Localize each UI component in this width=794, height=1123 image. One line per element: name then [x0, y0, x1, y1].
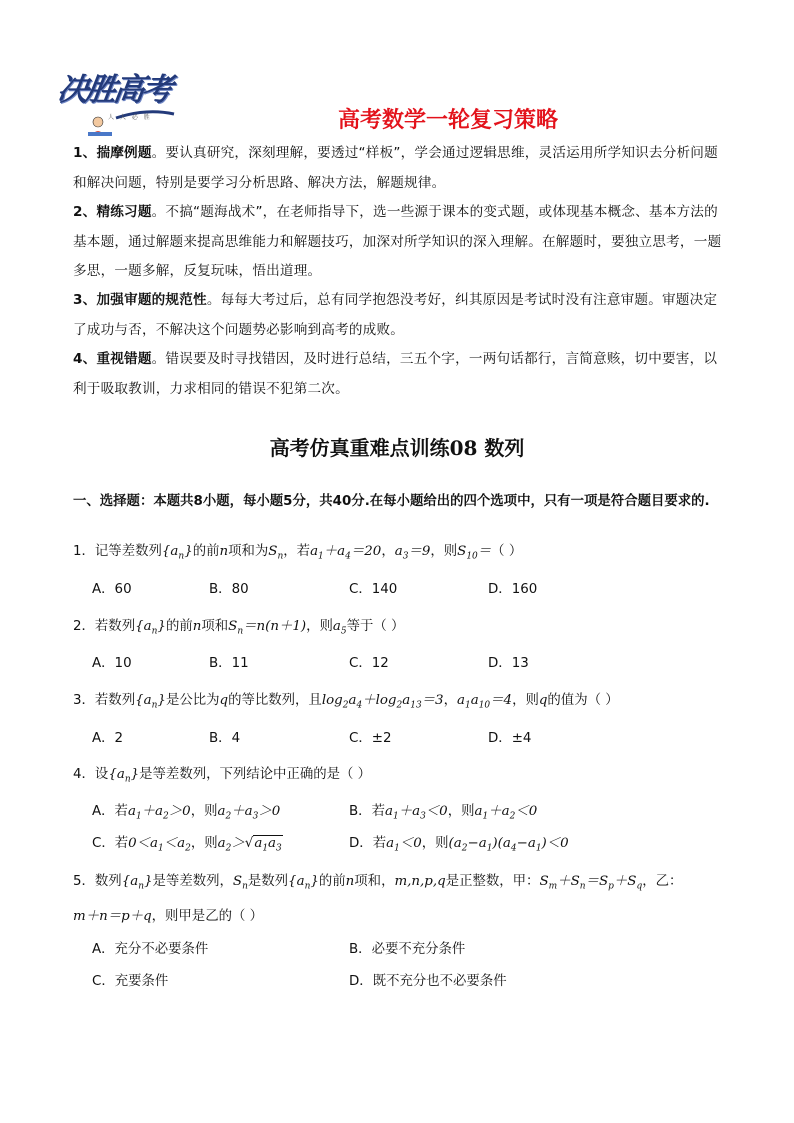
- q2-option-c[interactable]: C．12: [349, 656, 389, 671]
- question-5-line-2: m＋n＝p＋q，则甲是乙的（ ）: [73, 909, 264, 924]
- q5-option-b[interactable]: B．必要不充分条件: [349, 942, 466, 957]
- q5-option-a[interactable]: A．充分不必要条件: [92, 942, 209, 957]
- q1-option-c[interactable]: C．140: [349, 582, 398, 597]
- logo-tagline: 人 人 必 胜: [108, 114, 152, 121]
- q3-option-b[interactable]: B．4: [209, 731, 241, 746]
- q2-option-b[interactable]: B．11: [209, 656, 249, 671]
- section-title: 高考仿真重难点训练08 数列: [269, 436, 525, 460]
- logo-text: 决胜高考: [54, 72, 173, 108]
- strategy-item-3: 3、加强审题的规范性。每每大考过后，总有同学抱怨没考好，纠其原因是考试时没有注意审题。审题决定了成功与否，不解决这个问题势必影响到高考的成败。: [73, 292, 718, 338]
- strategy-item-1: 1、揣摩例题。要认真研究，深刻理解，要透过“样板”，学会通过逻辑思维，灵活运用所学知识去分析问题和解决问题，特别是要学习分析思路、解决方法，解题规律。: [73, 145, 718, 191]
- question-4: 4．设$\{a_n\}$是等差数列，下列结论中正确的是（ ）: [73, 767, 372, 785]
- q1-option-a[interactable]: A．60: [92, 582, 132, 597]
- q1-option-d[interactable]: D．160: [488, 582, 538, 597]
- q4-option-c[interactable]: C．若$0<a_1<a_2$，则$a_2>√a_1a_3$: [92, 836, 282, 854]
- q5-option-d[interactable]: D．既不充分也不必要条件: [349, 974, 507, 989]
- q3-option-c[interactable]: C．±2: [349, 731, 392, 746]
- q4-option-d[interactable]: D．若$a_1<0$，则$(a_2-a_1)(a_4-a_1)<0$: [349, 836, 569, 854]
- q5-option-c[interactable]: C．充要条件: [92, 974, 169, 989]
- strategy-item-2: 2、精练习题。不搞“题海战术”，在老师指导下，选一些源于课本的变式题，或体现基本概念、基本方法的基本题，通过解题来提高思维能力和解题技巧，加深对所学知识的深入理解。在解题时，要独立思考，一题多思，一题多解，反复玩味，悟出道理。: [73, 204, 722, 279]
- q3-option-d[interactable]: D．±4: [488, 731, 532, 746]
- q4-option-a[interactable]: A．若$a_1+a_2>0$，则$a_2+a_3>0$: [92, 804, 281, 822]
- question-3: 3．若数列$\{a_n\}$是公比为q的等比数列，且$\log_2a_4+\log_2a_{13}=3$，$a_1a_{10}=4$，则q的值为（ ）: [73, 693, 619, 711]
- question-5: 5．数列$\{a_n\}$是等差数列，$S_n$是数列$\{a_n\}$的前n项和，m,n,p,q是正整数，甲：$S_m+S_n=S_p+S_q$，乙：: [73, 874, 683, 892]
- q3-option-a[interactable]: A．2: [92, 731, 124, 746]
- question-1: 1．记等差数列$\{a_n\}$的前n项和为$S_n$，若$a_1+a_4=20$，$a_3=9$，则$S_{10}=$（ ）: [73, 544, 523, 562]
- question-2: 2．若数列$\{a_n\}$的前n项和$S_n=n(n+1)$，则$a_5$等于（ ）: [73, 619, 405, 637]
- strategy-item-4: 4、重视错题。错误要及时寻找错因，及时进行总结，三五个字，一两句话都行，言简意赅，切中要害，以利于吸取教训，力求相同的错误不犯第二次。: [73, 351, 718, 397]
- section-intro: 一、选择题：本题共8小题，每小题5分，共40分.在每小题给出的四个选项中，只有一项是符合题目要求的.: [73, 494, 710, 509]
- q2-option-a[interactable]: A．10: [92, 656, 132, 671]
- q4-option-b[interactable]: B．若$a_1+a_3<0$，则$a_1+a_2<0$: [349, 804, 538, 822]
- q1-option-b[interactable]: B．80: [209, 582, 249, 597]
- q2-option-d[interactable]: D．13: [488, 656, 529, 671]
- strategy-title: 高考数学一轮复习策略: [337, 108, 558, 133]
